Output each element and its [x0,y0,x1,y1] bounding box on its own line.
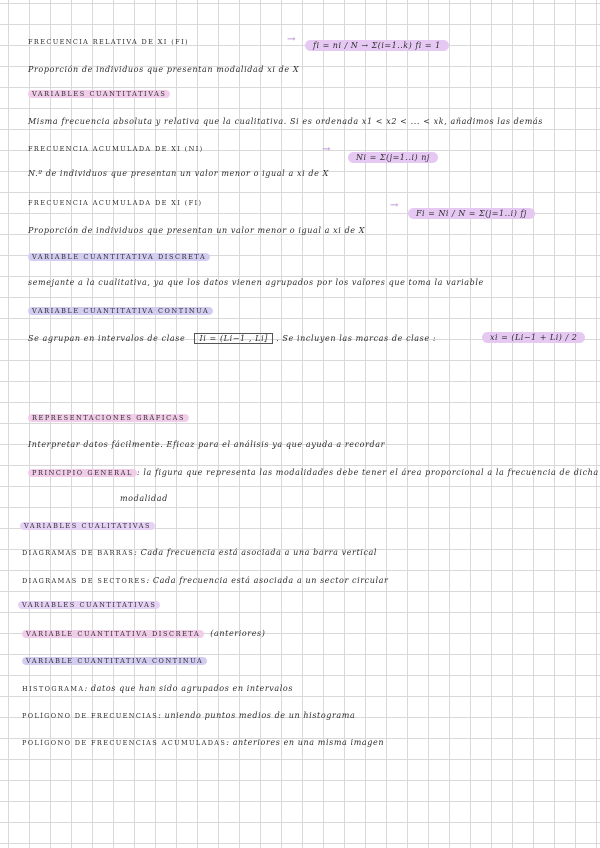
text-cumulative-relative-def: Proporción de individuos que presentan un valor menor o igual a xi de X [28,226,366,235]
heading-discrete-graphs: VARIABLE CUANTITATIVA DISCRETA (anteriores) [22,628,265,640]
text-pie-charts: DIAGRAMAS DE SECTORES: Cada frecuencia está asociada a un sector circular [22,576,389,585]
heading-cumulative-relative: FRECUENCIA ACUMULADA DE XI (FI) [28,199,203,207]
formula-relative-frequency: fi = ni / N → Σ(i=1..k) fi = 1 [305,40,449,51]
heading-discrete: VARIABLE CUANTITATIVA DISCRETA [28,251,210,263]
heading-continuous-graphs: VARIABLE CUANTITATIVA CONTINUA [22,655,207,667]
text-relative-frequency-def: Proporción de individuos que presentan modalidad xi de X [28,65,300,74]
text-bar-charts: DIAGRAMAS DE BARRAS: Cada frecuencia está asociada a una barra vertical [22,548,378,557]
heading-cumulative-absolute: FRECUENCIA ACUMULADA DE XI (NI) [28,145,204,153]
heading-qualitative: VARIABLES CUALITATIVAS [20,520,155,532]
heading-quantitative: VARIABLES CUANTITATIVAS [28,88,170,100]
text-continuous-def: Se agrupan en intervalos de clase Ii = (Li−1 , Li] . Se incluyen las marcas de clase : [28,334,437,343]
heading-quantitative-graphs: VARIABLES CUANTITATIVAS [18,599,160,611]
text-histogram: HISTOGRAMA: datos que han sido agrupados en intervalos [22,684,294,693]
heading-relative-frequency: FRECUENCIA RELATIVA DE XI (FI) [28,38,189,46]
heading-continuous: VARIABLE CUANTITATIVA CONTINUA [28,305,213,317]
formula-cumulative-absolute: Ni = Σ(j=1..i) nj [348,152,438,163]
arrow-icon: → [390,200,399,211]
text-general-principle: PRINCIPIO GENERAL : la figura que representa las modalidades debe tener el área proporcional a la frecuencia de dicha [28,467,599,479]
arrow-icon: → [322,144,331,155]
formula-class-mark: xi = (Li−1 + Li) / 2 [482,332,585,343]
formula-cumulative-relative: Fi = Ni / N = Σ(j=1..i) fj [408,208,535,219]
interval-box: Ii = (Li−1 , Li] [194,333,273,344]
text-discrete-def: semejante a la cualitativa, ya que los datos vienen agrupados por los valores que toma la variable [28,278,484,287]
text-frequency-polygon: POLÍGONO DE FRECUENCIAS: uniendo puntos medios de un histograma [22,711,356,720]
text-quantitative-def: Misma frecuencia absoluta y relativa que la cualitativa. Si es ordenada x1 < x2 < ... < xk, añadimos las demás [28,117,543,126]
text-cumulative-absolute-def: N.º de individuos que presentan un valor menor o igual a xi de X [28,169,329,178]
heading-graphical: REPRESENTACIONES GRÁFICAS [28,412,189,424]
text-general-principle-cont: modalidad [120,494,168,503]
text-graphical-def: Interpretar datos fácilmente. Eficaz para el análisis ya que ayuda a recordar [28,440,386,449]
arrow-icon: → [287,34,296,45]
text-cumulative-polygon: POLÍGONO DE FRECUENCIAS ACUMULADAS: anteriores en una misma imagen [22,738,385,747]
